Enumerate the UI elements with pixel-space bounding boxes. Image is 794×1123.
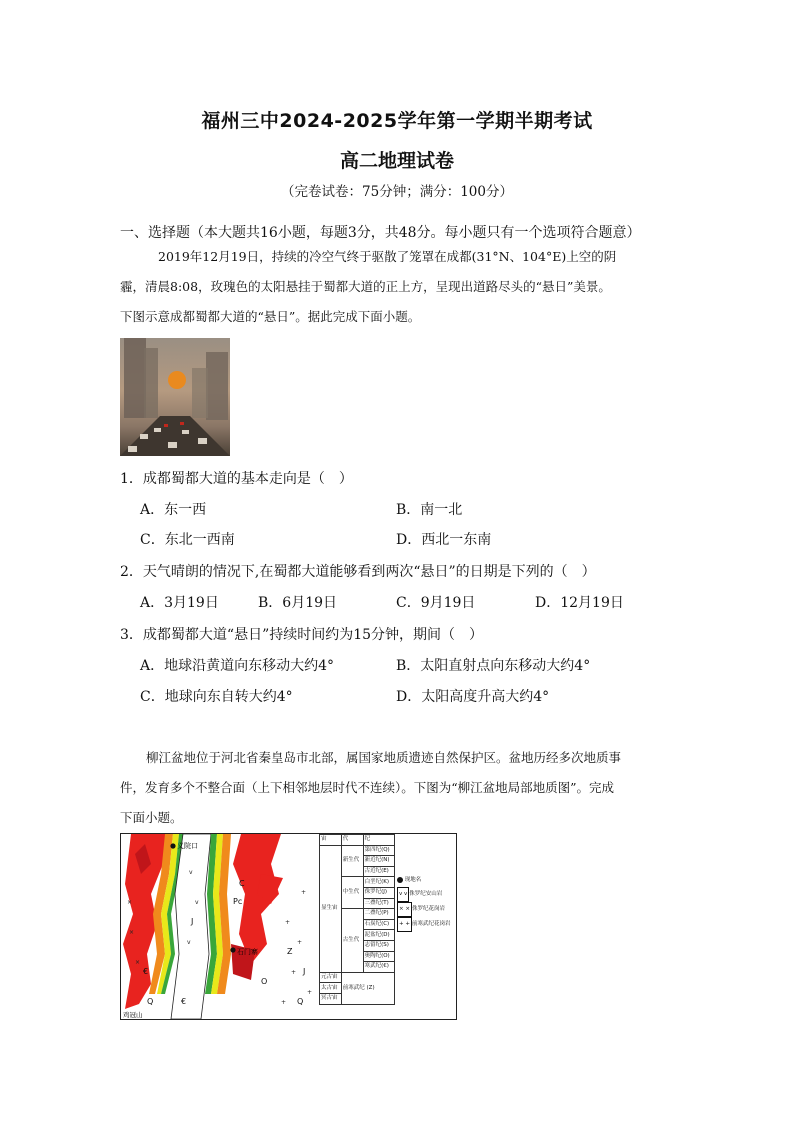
svg-text:+: + <box>281 999 287 1006</box>
svg-text:×: × <box>127 899 133 906</box>
svg-text:+: + <box>297 939 303 946</box>
svg-text:v: v <box>189 869 193 876</box>
legend-eon: 太古宙 <box>320 983 342 994</box>
intro-line: 2019年12月19日，持续的冷空气终于驱散了笼罩在成都(31°N、104°E)上空的阴 <box>158 249 617 264</box>
svg-text:+: + <box>285 919 291 926</box>
q2-option-a[interactable]: A．3月19日 <box>140 595 219 611</box>
q2-option-d[interactable]: D．12月19日 <box>535 595 624 611</box>
precambrian-granite-icon: + + <box>397 917 412 932</box>
map-letter: Pc <box>233 897 243 906</box>
legend-symbol-label: 侏罗纪安山岩 <box>409 891 443 897</box>
granite-symbol-icon: × × <box>397 902 412 917</box>
passage-2-line: 下面小题。 <box>120 810 183 825</box>
q1-option-b[interactable]: B．南一北 <box>396 502 463 518</box>
svg-text:+: + <box>307 989 313 996</box>
legend-era: 古生代 <box>341 909 363 973</box>
legend-period: 泥盆纪(D) <box>363 930 394 941</box>
legend-period: 侏罗纪(J) <box>363 887 394 898</box>
map-letter: J <box>191 917 194 926</box>
q1-option-c[interactable]: C．东北一西南 <box>140 532 235 548</box>
svg-text:v: v <box>187 939 191 946</box>
legend-eon: 冥古宙 <box>320 993 342 1004</box>
svg-text:+: + <box>301 889 307 896</box>
passage-2-line: 件，发育多个不整合面（上下相邻地层时代不连续）。下图为“柳江盆地局部地质图”。完成 <box>120 780 615 795</box>
svg-text:×: × <box>129 929 135 936</box>
section-heading: 一、选择题（本大题共16小题，每题3分，共48分。每小题只有一个选项符合题意） <box>120 225 641 241</box>
legend-symbol-label: 前寒武纪花岗岩 <box>411 921 451 927</box>
legend-eon: 元古宙 <box>320 972 342 983</box>
legend-header: 代 <box>341 835 363 846</box>
legend-period: 三叠纪(T) <box>363 898 394 909</box>
legend-symbol-label: 现地名 <box>404 877 422 883</box>
exam-subtitle: 高二地理试卷 <box>339 150 454 172</box>
legend-period: 古近纪(E) <box>363 866 394 877</box>
intro-passage <box>120 242 690 332</box>
legend-period: 志留纪(S) <box>363 940 394 951</box>
exam-note: （完卷试卷：75分钟；满分：100分） <box>281 184 513 200</box>
q1-option-d[interactable]: D．西北一东南 <box>396 532 492 548</box>
intro-line: 霾，清晨8:08，玫瑰色的太阳悬挂于蜀都大道的正上方，呈现出道路尽头的“悬日”美景。 <box>120 279 611 294</box>
passage-2-line: 柳江盆地位于河北省秦皇岛市北部，属国家地质遗迹自然保护区。盆地历经多次地质事 <box>146 750 622 765</box>
passage-2 <box>120 743 690 833</box>
intro-line: 下图示意成都蜀都大道的“悬日”。据此完成下面小题。 <box>120 309 421 324</box>
svg-text:+: + <box>291 969 297 976</box>
map-letter: Z <box>287 947 293 956</box>
legend-period: 白垩纪(K) <box>363 877 394 888</box>
map-letter: C <box>239 879 245 888</box>
legend-period: 寒武纪(€) <box>363 962 394 973</box>
map-letter: € <box>143 967 149 976</box>
q2-option-c[interactable]: C．9月19日 <box>396 595 476 611</box>
legend-period: 第四纪(Q) <box>363 845 394 856</box>
question-1-stem: 1．成都蜀都大道的基本走向是（ ） <box>120 471 353 487</box>
svg-text:×: × <box>135 959 141 966</box>
legend-header: 纪 <box>363 835 394 846</box>
map-letter: Q <box>297 997 304 1006</box>
exam-title: 福州三中2024-2025学年第一学期半期考试 <box>201 110 593 132</box>
andesite-symbol-icon: v v <box>397 887 409 902</box>
place-label: 义院口 <box>177 842 198 850</box>
q3-option-c[interactable]: C．地球向东自转大约4° <box>140 689 293 705</box>
sunset-photo <box>120 338 230 456</box>
legend-period: 新近纪(N) <box>363 856 394 867</box>
question-2-stem: 2．天气晴朗的情况下,在蜀都大道能够看到两次“悬日”的日期是下列的（ ） <box>120 564 596 580</box>
legend-symbol-label: 侏罗纪花岗岩 <box>411 906 445 912</box>
q2-option-b[interactable]: B．6月19日 <box>258 595 338 611</box>
legend-eon: 显生宙 <box>320 845 342 972</box>
place-label: 鸡冠山 <box>123 1011 143 1019</box>
svg-text:v: v <box>195 899 199 906</box>
map-letter: O <box>261 977 268 986</box>
map-drawing <box>121 834 320 1019</box>
legend-period: 奥陶纪(O) <box>363 951 394 962</box>
legend-period: 石炭纪(C) <box>363 919 394 930</box>
legend-symbols <box>397 874 450 932</box>
q3-option-b[interactable]: B．太阳直射点向东移动大约4° <box>396 658 591 674</box>
q3-option-a[interactable]: A．地球沿黄道向东移动大约4° <box>140 658 335 674</box>
legend-header: 宙 <box>320 835 342 846</box>
legend-era: 新生代 <box>341 845 363 877</box>
map-letter: € <box>181 997 187 1006</box>
q1-option-a[interactable]: A．东一西 <box>140 502 207 518</box>
legend-period: 二叠纪(P) <box>363 909 394 920</box>
place-dot-icon <box>397 877 403 883</box>
q3-option-d[interactable]: D．太阳高度升高大约4° <box>396 689 550 705</box>
map-letter: J <box>303 967 306 976</box>
legend-era: 中生代 <box>341 877 363 909</box>
question-3-stem: 3．成都蜀都大道“悬日”持续时间约为15分钟，期间（ ） <box>120 627 484 643</box>
map-legend <box>319 834 454 1018</box>
place-label: 石门寨 <box>237 948 258 956</box>
map-letter: Q <box>147 997 154 1006</box>
legend-precambrian: 前寒武纪 (Z) <box>341 972 394 1004</box>
